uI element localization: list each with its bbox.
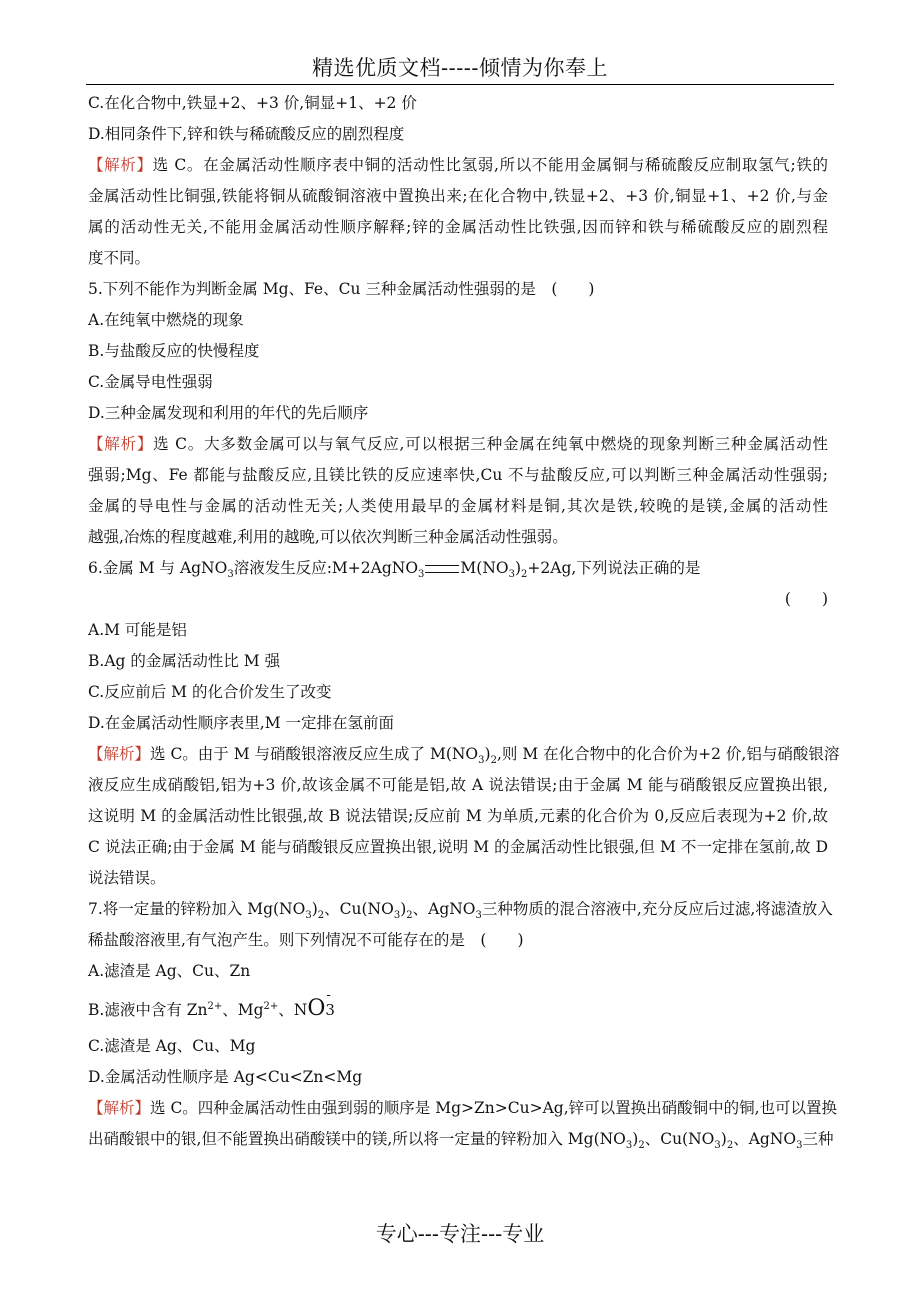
q5-option-d: D.三种金属发现和利用的年代的先后顺序 — [88, 404, 369, 422]
subscript: 3 — [478, 755, 485, 767]
q7-analysis-text: 三种 — [802, 1130, 834, 1148]
analysis-tag: 【解析】 — [88, 745, 151, 763]
q6-analysis-line-1 — [88, 739, 840, 770]
document-content — [88, 88, 840, 1155]
q7-analysis-line-1 — [88, 1093, 838, 1124]
q7-option-c: C.滤渣是 Ag、Cu、Mg — [88, 1037, 256, 1055]
q6-option-b: B.Ag 的金属活动性比 M 强 — [88, 652, 281, 670]
q7-analysis-text: 、AgNO — [733, 1130, 797, 1148]
q7-option-b — [88, 987, 828, 1031]
analysis-tag: 【解析】 — [88, 156, 153, 174]
q4-option-d: D.相同条件下,锌和铁与稀硫酸反应的剧烈程度 — [88, 125, 405, 143]
q7-stem-part: 、AgNO — [412, 900, 476, 918]
subscript: 2 — [490, 755, 497, 767]
q7-stem-part: ) — [400, 900, 407, 918]
analysis-tag: 【解析】 — [88, 1099, 151, 1117]
q6-stem-part: 溶液发生反应:M+2AgNO — [233, 559, 419, 577]
q6-stem-part: +2Ag,下列说法正确的是 — [527, 559, 701, 577]
q7-analysis-text: ) — [632, 1130, 639, 1148]
subscript: 2 — [521, 569, 528, 581]
q7-option-a: A.滤渣是 Ag、Cu、Zn — [88, 962, 251, 980]
q7-analysis-text: 选 C。四种金属活动性由强到弱的顺序是 Mg>Zn>Cu>Ag,锌可以置换出硝酸铜中的铜,也可以置换 — [150, 1099, 838, 1117]
q7-stem-part: 7.将一定量的锌粉加入 Mg(NO — [88, 900, 306, 918]
q7-analysis-text: 出硝酸银中的银,但不能置换出硝酸镁中的镁,所以将一定量的锌粉加入 Mg(NO — [88, 1130, 626, 1148]
q6-analysis-text: ,则 M 在化合物中的化合价为+2 价,铝与硝酸银溶 — [496, 745, 840, 763]
q6-analysis-text: ) — [484, 745, 491, 763]
subscript: 3 — [393, 910, 401, 922]
nitrate-o: O — [307, 996, 326, 1021]
q5-analysis-line-2: 强弱;Mg、Fe 都能与盐酸反应,且镁比铁的反应速率快,Cu 不与盐酸反应,可以判断三种金属活动性强弱; — [88, 466, 828, 484]
q5-analysis-line-4: 越强,冶炼的程度越难,利用的越晚,可以依次判断三种金属活动性强弱。 — [88, 528, 568, 546]
q6-stem-part: 6.金属 M 与 AgNO — [88, 559, 228, 577]
q5-option-c: C.金属导电性强弱 — [88, 373, 213, 391]
q6-option-a: A.M 可能是铝 — [88, 621, 187, 639]
subscript: 2 — [406, 910, 413, 922]
q4-analysis-text-1: 选 C。在金属活动性顺序表中铜的活动性比氢弱,所以不能用金属铜与稀硫酸反应制取氢气;铁的 — [152, 156, 828, 174]
q7-stem-line-1 — [88, 894, 833, 925]
equation-equals-sign — [425, 565, 459, 573]
page-header: 精选优质文档-----倾情为你奉上 — [312, 56, 608, 80]
q4-analysis-line-4: 度不同。 — [88, 249, 151, 267]
superscript: 2+ — [263, 1000, 279, 1012]
subscript: 3 — [625, 1140, 633, 1152]
superscript: 2+ — [207, 1000, 223, 1012]
subscript: 3 — [305, 910, 312, 922]
q7-analysis-text: ) — [720, 1130, 727, 1148]
header-rule — [86, 84, 834, 85]
q6-analysis-line-2: 液反应生成硝酸铝,铝为+3 价,故该金属不可能是铝,故 A 说法错误;由于金属 M 能与硝酸银反应置换出银, — [88, 776, 828, 794]
subscript: 2 — [317, 910, 325, 922]
q5-option-a: A.在纯氧中燃烧的现象 — [88, 311, 244, 329]
q6-analysis-line-3: 这说明 M 的金属活动性比银强,故 B 说法错误;反应前 M 为单质,元素的化合价为 0,反应后表现为+2 价,故 — [88, 807, 828, 825]
q5-stem: 5.下列不能作为判断金属 Mg、Fe、Cu 三种金属活动性强弱的是 ( ) — [88, 280, 595, 298]
q6-analysis-line-4: C 说法正确;由于金属 M 能与硝酸银反应置换出银,说明 M 的金属活动性比银强,但 M 不一定排在氢前,故 D — [88, 838, 828, 856]
subscript: 3 — [475, 910, 482, 922]
q6-stem-part: ) — [514, 559, 522, 577]
q6-analysis-text: 选 C。由于 M 与硝酸银溶液反应生成了 M(NO — [150, 745, 479, 763]
q7-option-b-part: 、N — [278, 1001, 308, 1019]
q4-analysis-line-3: 属的活动性无关,不能用金属活动性顺序解释;锌的金属活动性比铁强,因而锌和铁与稀硫酸反应的剧烈程 — [88, 218, 828, 236]
q4-analysis-line-2: 金属活动性比铜强,铁能将铜从硫酸铜溶液中置换出来;在化合物中,铁显+2、+3 价,铜显+1、+2 价,与金 — [88, 187, 828, 205]
q6-option-d: D.在金属活动性顺序表里,M 一定排在氢前面 — [88, 714, 395, 732]
q4-option-c: C.在化合物中,铁显+2、+3 价,铜显+1、+2 价 — [88, 94, 417, 112]
q4-analysis-line-1 — [88, 150, 828, 181]
charge-minus: - — [326, 988, 331, 1003]
q7-option-b-part: B.滤液中含有 Zn — [88, 1001, 208, 1019]
nitrate-subscript-3: 3 — [325, 1001, 335, 1019]
q5-analysis-line-3: 金属的导电性与金属的活动性无关;人类使用最早的金属材料是铜,其次是铁,较晚的是镁,金属的活动性 — [88, 497, 828, 515]
q7-stem-part: 、Cu(NO — [324, 900, 394, 918]
subscript: 3 — [714, 1140, 721, 1152]
subscript: 2 — [726, 1140, 734, 1152]
q6-stem-part: M(NO — [460, 559, 509, 577]
q6-option-c: C.反应前后 M 的化合价发生了改变 — [88, 683, 332, 701]
q7-analysis-text: 、Cu(NO — [644, 1130, 715, 1148]
subscript: 2 — [638, 1140, 645, 1152]
q5-analysis-text-1: 选 C。大多数金属可以与氧气反应,可以根据三种金属在纯氧中燃烧的现象判断三种金属活动性 — [153, 435, 828, 453]
q5-analysis-line-1 — [88, 429, 828, 460]
q7-option-d: D.金属活动性顺序是 Ag<Cu<Zn<Mg — [88, 1068, 363, 1086]
q7-stem-part: ) — [311, 900, 318, 918]
subscript: 3 — [796, 1140, 803, 1152]
q7-stem-line-2: 稀盐酸溶液里,有气泡产生。则下列情况不可能存在的是 ( ) — [88, 931, 524, 949]
q7-analysis-line-2 — [88, 1124, 834, 1155]
page-footer: 专心---专注---专业 — [375, 1222, 545, 1246]
subscript: 3 — [227, 569, 234, 581]
q5-option-b: B.与盐酸反应的快慢程度 — [88, 342, 260, 360]
q6-stem — [88, 553, 828, 584]
q6-answer-paren: ( ) — [784, 590, 828, 608]
analysis-tag: 【解析】 — [88, 435, 154, 453]
subscript: 3 — [508, 569, 515, 581]
q7-stem-part: 三种物质的混合溶液中,充分反应后过滤,将滤渣放入 — [481, 900, 833, 918]
q7-option-b-part: 、Mg — [222, 1001, 264, 1019]
subscript: 3 — [418, 569, 425, 581]
q6-analysis-line-5: 说法错误。 — [88, 869, 166, 887]
